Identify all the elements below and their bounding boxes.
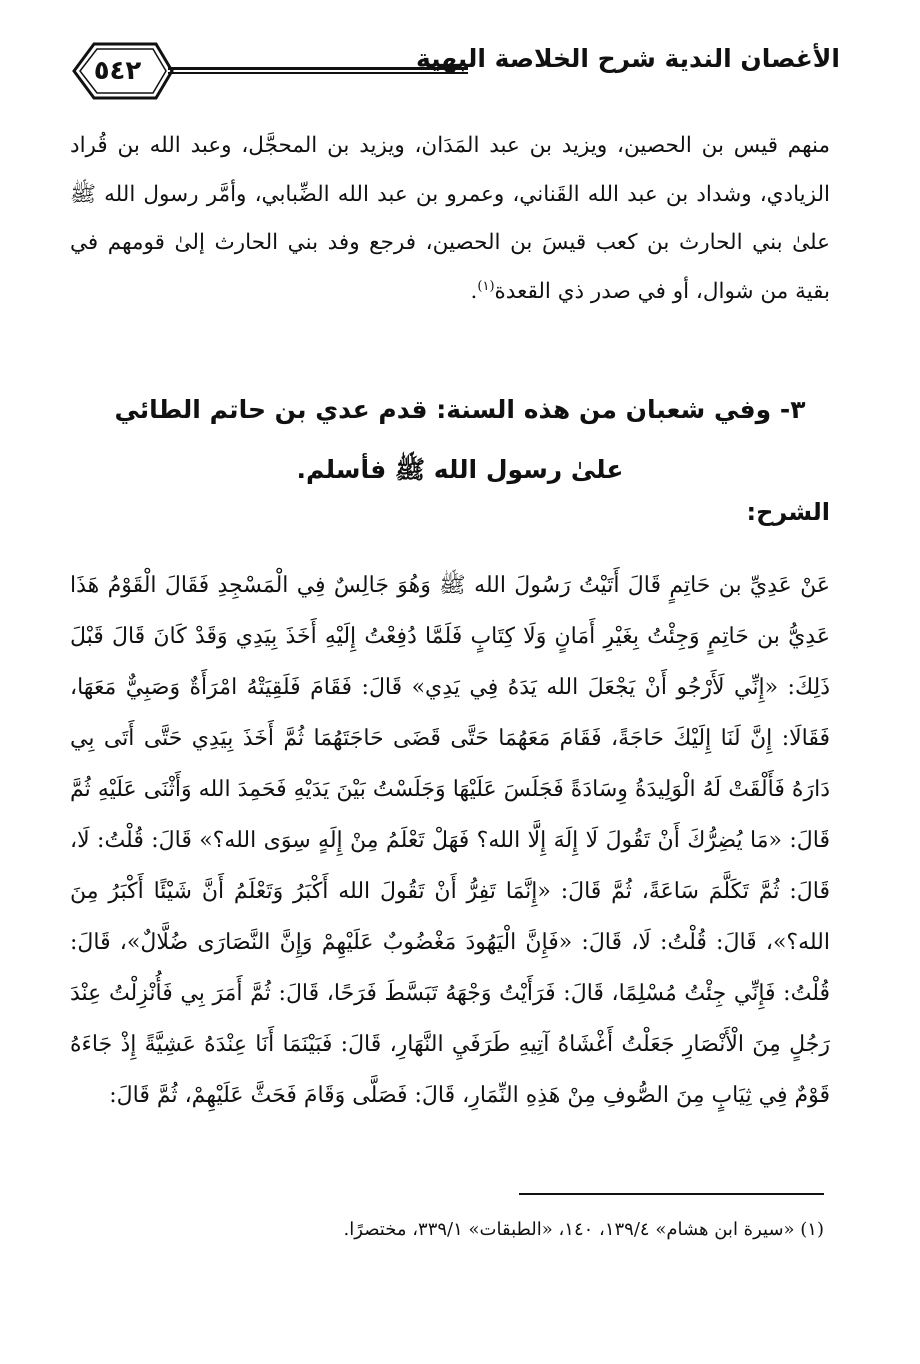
sharh-label: الشرح: xyxy=(746,498,830,526)
intro-text: منهم قيس بن الحصين، ويزيد بن عبد المَدَان، ويزيد بن المحجَّل، وعبد الله بن قُراد الزيادي، وشداد بن عبد الله القَناني، وعمرو بن عبد الله الضِّبابي، وأمَّر رسول الله ﷺ علىٰ بني الحارث بن كعب قيسَ بن الحصين، فرجع وفد بني الحارث إلىٰ قومهم في بقية من شوال، أو في صدر ذي القعدة xyxy=(70,133,830,304)
footnote: (١) «سيرة ابن هشام» ١٣٩/٤، ١٤٠، «الطبقات» ٣٣٩/١، مختصرًا. xyxy=(343,1219,824,1240)
book-title: الأغصان الندية شرح الخلاصة البهية xyxy=(415,44,840,73)
section-heading: ٣- وفي شعبان من هذه السنة: قدم عدي بن حاتم الطائي علىٰ رسول الله ﷺ فأسلم. xyxy=(114,395,806,484)
running-header xyxy=(60,40,840,110)
intro-paragraph xyxy=(70,122,830,316)
page-number: ٥٤٢ xyxy=(93,56,142,86)
intro-end: . xyxy=(470,278,478,304)
page-number-badge xyxy=(60,40,175,102)
footnote-rule xyxy=(519,1193,824,1195)
footnote-marker: (١) xyxy=(477,278,495,294)
hadith-paragraph: عَنْ عَدِيِّ بن حَاتِمٍ قَالَ أَتَيْتُ رَسُولَ الله ﷺ وَهُوَ جَالِسٌ فِي الْمَسْجِدِ فَقَالَ الْقَوْمُ هَذَا عَدِيُّ بن حَاتِمٍ وَجِئْتُ بِغَيْرِ أَمَانٍ وَلَا كِتَابٍ فَلَمَّا دُفِعْتُ إِلَيْهِ أَخَذَ بِيَدِي وَقَدْ كَانَ قَالَ قَبْلَ ذَلِكَ: «إِنِّي لَأَرْجُو أَنْ يَجْعَلَ الله يَدَهُ فِي يَدِي» قَالَ: فَقَامَ فَلَقِيَتْهُ امْرَأَةٌ وَصَبِيٌّ مَعَهَا، فَقَالَا: إِنَّ لَنَا إِلَيْكَ حَاجَةً، فَقَامَ مَعَهُمَا حَتَّى قَضَى حَاجَتَهُمَا ثُمَّ أَخَذَ بِيَدِي حَتَّى أَتَى بِي دَارَهُ فَأَلْقَتْ لَهُ الْوَلِيدَةُ وِسَادَةً فَجَلَسَ عَلَيْهَا وَجَلَسْتُ بَيْنَ يَدَيْهِ فَحَمِدَ الله وَأَثْنَى عَلَيْهِ ثُمَّ قَالَ: «مَا يُضِرُّكَ أَنْ تَقُولَ لَا إِلَهَ إِلَّا الله؟ فَهَلْ تَعْلَمُ مِنْ إِلَهٍ سِوَى الله؟» قَالَ: قُلْتُ: لَا، قَالَ: ثُمَّ تَكَلَّمَ سَاعَةً، ثُمَّ قَالَ: «إِنَّمَا تَفِرُّ أَنْ تَقُولَ الله أَكْبَرُ وَتَعْلَمُ أَنَّ شَيْئًا أَكْبَرُ مِنَ الله؟»، قَالَ: قُلْتُ: لَا، قَالَ: «فَإِنَّ الْيَهُودَ مَغْضُوبٌ عَلَيْهِمْ وَإِنَّ النَّصَارَى ضُلَّالٌ»، قَالَ: قُلْتُ: فَإِنِّي جِئْتُ مُسْلِمًا، قَالَ: فَرَأَيْتُ وَجْهَهُ تَبَسَّطَ فَرَحًا، قَالَ: ثُمَّ أَمَرَ بِي فَأُنْزِلْتُ عِنْدَ رَجُلٍ مِنَ الْأَنْصَارِ جَعَلْتُ أَغْشَاهُ آتِيهِ طَرَفَيِ النَّهَارِ، قَالَ: فَبَيْنَمَا أَنَا عِنْدَهُ عَشِيَّةً إِذْ جَاءَهُ قَوْمٌ فِي ثِيَابٍ مِنَ الصُّوفِ مِنْ هَذِهِ النِّمَارِ، قَالَ: فَصَلَّى وَقَامَ فَحَثَّ عَلَيْهِمْ، ثُمَّ قَالَ: xyxy=(70,573,831,1108)
